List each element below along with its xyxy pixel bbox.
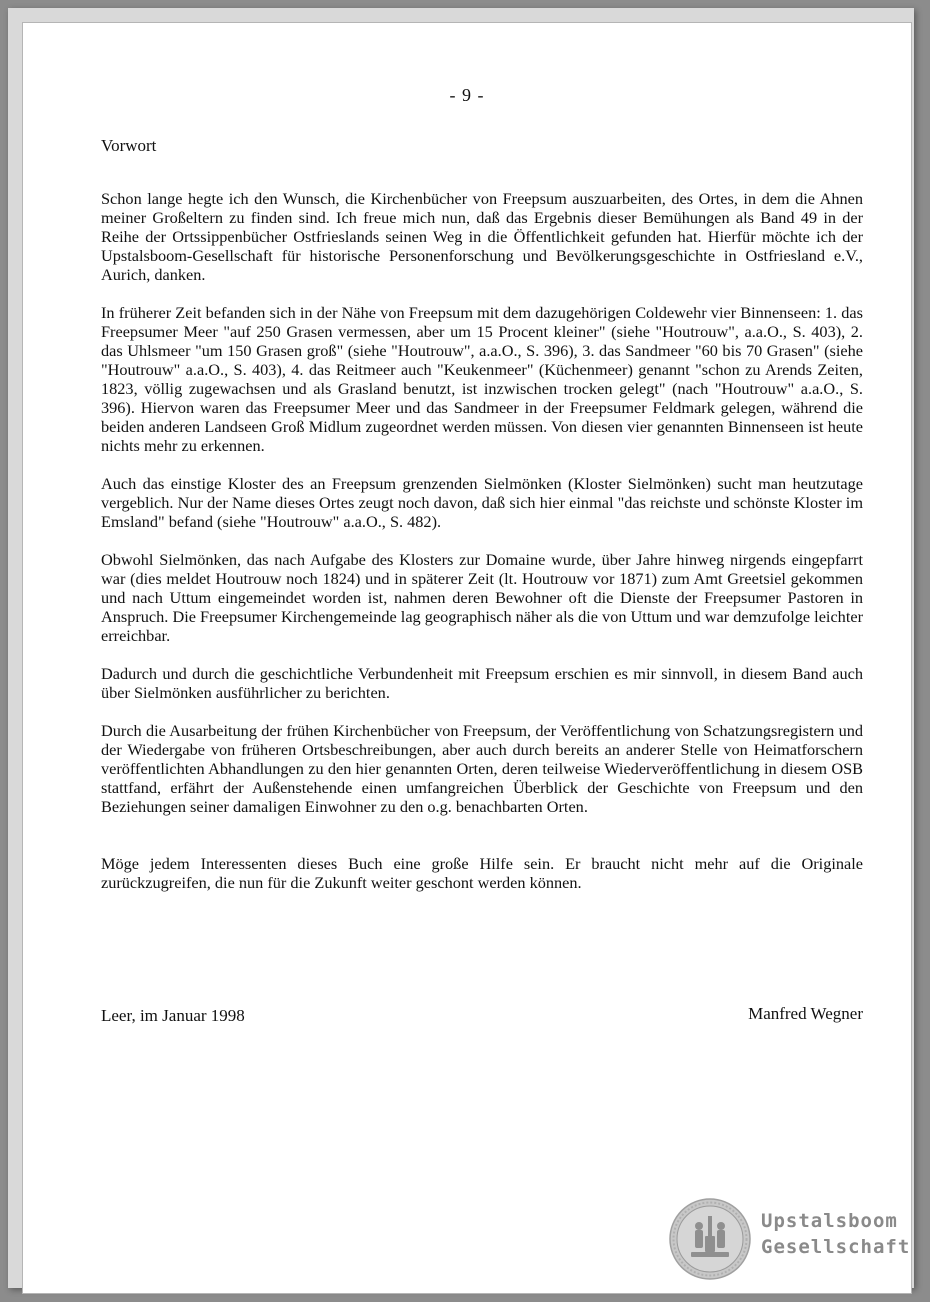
paragraph-6: Durch die Ausarbeitung der frühen Kirchenbücher von Freepsum, der Veröffentlichung von Schatzungsregistern und der Wiedergabe von früheren Ortsbeschreibungen, aber auch durch bereits an anderer Stelle von Heimatforschern veröffentlichten Abhandlungen zu den hier genannten Orten, deren teilweise Wiederveröffentlichung in diesem OSB stattfand, erfährt der Außenstehende einen umfangreichen Überblick der Geschichte von Freepsum und den Beziehungen seiner damaligen Einwohner zu den o.g. benachbarten Orten. [101, 721, 863, 816]
paragraph-3: Auch das einstige Kloster des an Freepsum grenzenden Sielmönken (Kloster Sielmönken) sucht man heutzutage vergeblich. Nur der Name dieses Ortes zeugt noch davon, daß sich hier einmal "das reichste und schönste Kloster im Emsland" befand (siehe "Houtrouw" a.a.O., S. 482). [101, 474, 863, 531]
document-page [22, 22, 912, 1294]
page-number: - 9 - [449, 85, 485, 105]
paragraph-7: Möge jedem Interessenten dieses Buch eine große Hilfe sein. Er braucht nicht mehr auf die Originale zurückzugreifen, die nun für die Zukunft weiter geschont werden können. [101, 854, 863, 892]
logo-wordmark [761, 1208, 910, 1260]
paragraph-2: In früherer Zeit befanden sich in der Nähe von Freepsum mit dem dazugehörigen Coldewehr vier Binnenseen: 1. das Freepsumer Meer "auf 250 Grasen vermessen, aber um 15 Procent kleiner" (siehe "Houtrouw", a.a.O., S. 403), 2. das Uhlsmeer "um 150 Grasen groß" (siehe "Houtrouw", a.a.O., S. 396), 3. das Sandmeer "60 bis 70 Grasen" (siehe "Houtrouw" a.a.O., S. 403), 4. das Reitmeer auch "Keukenmeer" (Küchenmeer) genannt "schon zu Arends Zeiten, 1823, völlig zugewachsen und als Grasland benutzt, ist inzwischen trocken gelegt" (nach "Houtrouw" a.a.O., S. 396). Hiervon waren das Freepsumer Meer und das Sandmeer in der Freepsumer Feldmark gelegen, während die beiden anderen Landseen Groß Midlum zugeordnet werden müssen. Von diesen vier genannten Binnenseen ist heute nichts mehr zu erkennen. [101, 303, 863, 455]
paragraph-1: Schon lange hegte ich den Wunsch, die Kirchenbücher von Freepsum auszuarbeiten, des Ortes, in dem die Ahnen meiner Großeltern zu finden sind. Ich freue mich nun, daß das Ergebnis dieser Bemühungen als Band 49 in der Reihe der Ortssippenbücher Ostfrieslands seinen Weg in die Öffentlichkeit gefunden hat. Hierfür möchte ich der Upstalsboom-Gesellschaft für historische Personenforschung und Bevölkerungsgeschichte in Ostfriesland e.V., Aurich, danken. [101, 189, 863, 284]
body-text [101, 189, 863, 911]
paragraph-4: Obwohl Sielmönken, das nach Aufgabe des Klosters zur Domaine wurde, über Jahre hinweg nirgends eingepfarrt war (dies meldet Houtrouw noch 1824) und in späterer Zeit (lt. Houtrouw vor 1871) zum Amt Greetsiel gekommen und nach Uttum eingemeindet worden ist, nahmen deren Bewohner oft die Dienste der Freepsumer Pastoren in Anspruch. Die Freepsumer Kirchengemeinde lag geographisch näher als die von Uttum und war demzufolge leichter erreichbar. [101, 550, 863, 645]
logo-line-1: Upstalsboom [761, 1210, 898, 1232]
logo-line-2: Gesellschaft [761, 1236, 911, 1258]
page-title: Vorwort [101, 136, 157, 155]
paragraph-5: Dadurch und durch die geschichtliche Verbundenheit mit Freepsum erschien es mir sinnvoll, in diesem Band auch über Sielmönken ausführlicher zu berichten. [101, 664, 863, 702]
seal-icon [669, 1198, 751, 1280]
page-frame [8, 8, 914, 1288]
place-date: Leer, im Januar 1998 [101, 1006, 245, 1025]
author-name: Manfred Wegner [748, 1004, 863, 1023]
